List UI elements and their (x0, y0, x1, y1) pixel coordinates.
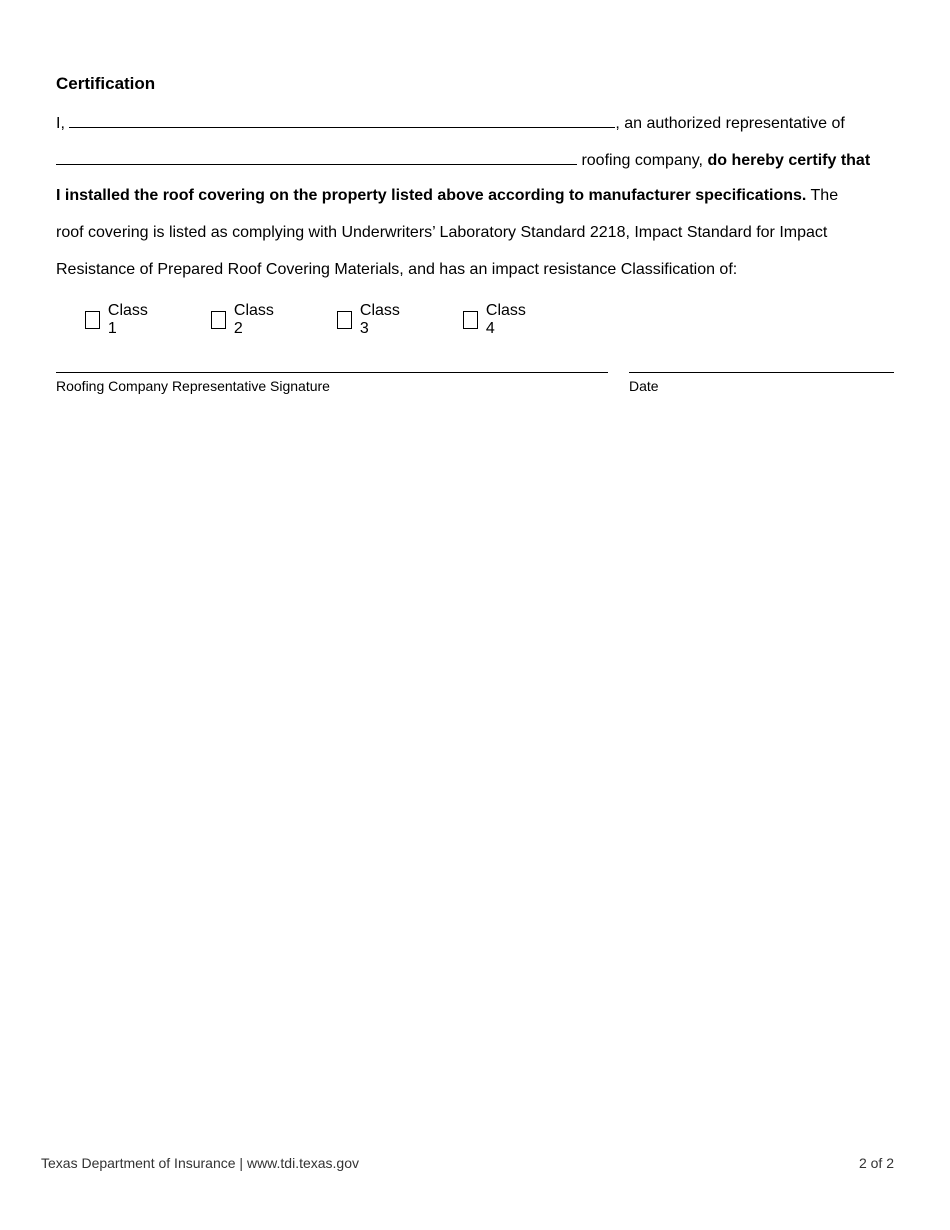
line3-normal: The (810, 187, 839, 204)
class-3-checkbox[interactable] (337, 311, 352, 329)
class-4-checkbox[interactable] (463, 311, 478, 329)
signature-field[interactable] (56, 372, 608, 373)
page-number: 2 of 2 (858, 1155, 894, 1171)
class-4-label: Class 4 (485, 302, 526, 337)
line1-prefix: I, (56, 115, 65, 132)
line2-bold: do hereby certify that (707, 152, 871, 169)
footer-org: Texas Department of Insurance | www.tdi.texas.gov (41, 1155, 360, 1171)
class-1-checkbox[interactable] (85, 311, 100, 329)
class-1-option[interactable] (85, 302, 151, 338)
date-label: Date (629, 378, 659, 394)
cert-line-4: roof covering is listed as complying with Underwriters’ Laboratory Standard 2218, Impact Standard for Impact (56, 224, 828, 241)
cert-line-2 (56, 150, 870, 170)
class-3-label: Class 3 (359, 302, 400, 337)
line1-suffix: , an authorized representative of (615, 115, 845, 132)
signature-label: Roofing Company Representative Signature (56, 378, 330, 394)
cert-line-1 (56, 113, 845, 133)
line3-bold: I installed the roof covering on the property listed above according to manufacturer specifications. (56, 187, 807, 204)
company-name-field[interactable] (56, 150, 577, 165)
cert-line-3 (56, 187, 838, 205)
class-2-option[interactable] (211, 302, 277, 338)
class-3-option[interactable] (337, 302, 403, 338)
line2-normal: roofing company, (581, 152, 703, 169)
cert-line-5: Resistance of Prepared Roof Covering Materials, and has an impact resistance Classification of: (56, 261, 738, 278)
class-1-label: Class 1 (107, 302, 148, 337)
section-title: Certification (56, 74, 156, 93)
class-2-checkbox[interactable] (211, 311, 226, 329)
class-2-label: Class 2 (233, 302, 274, 337)
date-field[interactable] (629, 372, 894, 373)
class-4-option[interactable] (463, 302, 529, 338)
representative-name-field[interactable] (69, 113, 615, 128)
